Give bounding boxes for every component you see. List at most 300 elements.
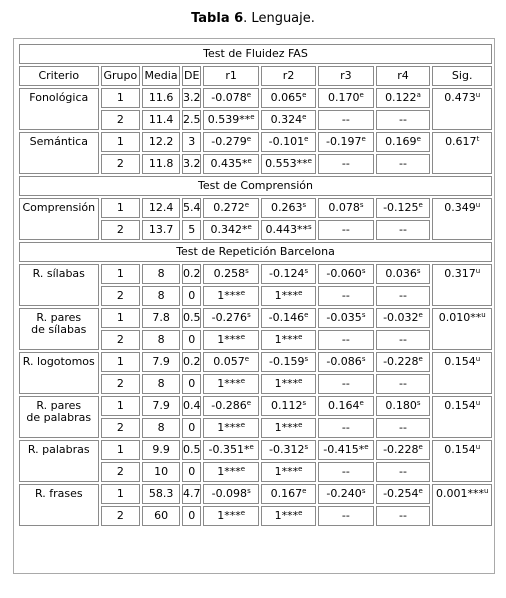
value-cell [142,330,180,350]
value-cell [318,198,373,218]
value-cell [261,352,316,372]
value-cell [376,484,431,504]
cell-value: 1 [116,135,124,148]
value-cell [261,462,316,482]
cell-superscript: e [418,355,423,363]
cell-value: 1*** [217,377,241,390]
cell-superscript: e [418,443,423,451]
cell-superscript: u [475,443,481,451]
cell-value: 1 [116,267,124,280]
cell-value: -0.078 [211,91,247,104]
cell-superscript: s [307,223,312,231]
cell-value: 0.065 [270,91,303,104]
cell-superscript: e [240,289,246,297]
cell-superscript: e [304,311,309,319]
cell-superscript: e [302,91,307,99]
cell-value: 1*** [217,421,241,434]
value-cell [376,132,431,152]
value-cell [182,396,202,416]
cell-superscript: e [246,135,252,143]
caption-text: . Lenguaje. [243,11,315,26]
cell-superscript: u [481,311,486,319]
cell-value: -- [398,465,407,478]
cell-superscript: u [475,91,481,99]
cell-value: -- [341,377,350,390]
cell-value: 0.001*** [435,487,484,500]
cell-value: 0.122 [385,91,417,104]
cell-value: 0.443** [265,223,308,236]
cell-superscript: e [298,465,303,473]
cell-value: 13.7 [148,223,174,236]
value-cell [261,506,316,526]
table-row [19,132,492,152]
cell-superscript: u [475,267,481,275]
value-cell [182,330,202,350]
cell-value: 12.2 [148,135,174,148]
cell-value: 0.5 [182,443,201,456]
value-cell [203,374,258,394]
cell-value: 0.342* [210,223,248,236]
cell-value: -- [398,223,407,236]
cell-value: 1*** [274,333,299,346]
data-table [17,42,494,528]
table-row [19,88,492,108]
value-cell [203,396,258,416]
cell-value: 0.5 [182,311,201,324]
cell-value: 0 [188,465,196,478]
cell-superscript: e [418,311,423,319]
value-cell [101,418,141,438]
value-cell [318,352,373,372]
cell-value: 1 [116,201,124,214]
value-cell [182,462,202,482]
cell-value: 0.078 [328,201,360,214]
value-cell [182,220,202,240]
cell-value: -0.125 [383,201,419,214]
value-cell [318,308,373,328]
cell-value: 8 [157,333,165,346]
cell-superscript: s [247,487,251,495]
cell-superscript: e [359,399,364,407]
cell-superscript: e [249,443,254,451]
value-cell [261,154,316,174]
cell-superscript: e [364,443,369,451]
value-cell [261,440,316,460]
table-row [19,308,492,328]
value-cell [376,220,431,240]
value-cell [182,286,202,306]
cell-superscript: u [483,487,489,495]
cell-value: 8 [157,377,165,390]
table-caption [0,9,506,29]
table-row [19,352,492,372]
cell-value: 60 [154,509,169,522]
cell-value: -0.032 [383,311,419,324]
sig-cell [432,132,492,174]
value-cell [203,110,258,130]
cell-value: 0.349 [444,201,476,214]
section-title: Test de Fluidez FAS [19,44,492,64]
cell-superscript: e [302,113,307,121]
cell-value: -0.098 [211,487,248,500]
cell-value: -0.279 [211,135,247,148]
value-cell [376,88,431,108]
cell-superscript: s [361,267,366,275]
value-cell [261,264,316,284]
cell-superscript: e [244,201,250,209]
value-cell [376,198,431,218]
table-row [19,484,492,504]
table-row [19,198,492,218]
cell-value: 8 [157,267,165,280]
cell-value: 0.057 [213,355,245,368]
cell-superscript: u [475,355,481,363]
criterio-cell: R. sílabas [19,264,99,306]
cell-value: 1 [116,443,124,456]
column-header: Media [142,66,180,86]
cell-superscript: e [240,377,246,385]
cell-value: -- [341,157,350,170]
cell-value: 7.9 [152,355,170,368]
cell-value: 0.010** [438,311,482,324]
cell-value: -- [398,113,407,126]
cell-value: 0.4 [182,399,201,412]
cell-superscript: e [247,223,252,231]
value-cell [318,506,373,526]
cell-superscript: e [418,487,423,495]
cell-value: 11.8 [148,157,174,170]
cell-value: 0.435* [210,157,248,170]
cell-value: 0.258 [213,267,246,280]
value-cell [101,286,141,306]
cell-value: 2 [116,509,124,522]
cell-value: 11.4 [148,113,174,126]
value-cell [182,484,202,504]
cell-superscript: s [302,399,307,407]
cell-superscript: e [298,377,303,385]
cell-value: 1 [116,399,124,412]
sig-cell [432,484,492,526]
column-header: Grupo [101,66,141,86]
value-cell [203,440,258,460]
value-cell [182,88,202,108]
value-cell [101,308,141,328]
value-cell [142,110,180,130]
cell-value: 2 [116,289,124,302]
value-cell [261,396,316,416]
table-row [19,440,492,460]
cell-value: -- [341,509,350,522]
cell-value: -0.228 [383,443,419,456]
value-cell [203,154,258,174]
value-cell [203,308,258,328]
section-title: Test de Repetición Barcelona [19,242,492,262]
value-cell [318,264,373,284]
cell-value: 0.036 [385,267,417,280]
value-cell [203,330,258,350]
cell-superscript: e [246,399,252,407]
criterio-cell: Semántica [19,132,99,174]
cell-value: 2 [116,421,124,434]
cell-value: 1*** [217,509,241,522]
value-cell [376,286,431,306]
value-cell [376,440,431,460]
cell-value: 58.3 [148,487,174,500]
cell-value: -0.197 [326,135,362,148]
cell-value: 2 [116,157,124,170]
value-cell [203,418,258,438]
value-cell [318,110,373,130]
sig-cell [432,396,492,438]
cell-value: -- [341,465,350,478]
cell-value: 0.112 [270,399,303,412]
cell-value: 1 [116,311,124,324]
value-cell [318,418,373,438]
value-cell [142,462,180,482]
value-cell [182,506,202,526]
value-cell [182,374,202,394]
value-cell [203,352,258,372]
value-cell [142,440,180,460]
value-cell [142,154,180,174]
cell-superscript: e [244,355,250,363]
cell-value: -- [398,157,407,170]
section-header-row [19,176,492,196]
cell-value: 0.324 [270,113,303,126]
value-cell [203,484,258,504]
value-cell [142,220,180,240]
sig-cell [432,440,492,482]
value-cell [376,374,431,394]
sig-cell [432,308,492,350]
cell-superscript: s [361,355,366,363]
cell-value: 12.4 [148,201,174,214]
cell-value: -0.035 [326,311,362,324]
cell-value: 7.8 [152,311,170,324]
value-cell [142,374,180,394]
column-header: Sig. [432,66,492,86]
cell-value: -0.159 [269,355,305,368]
value-cell [101,396,141,416]
value-cell [101,264,141,284]
value-cell [261,110,316,130]
value-cell [182,110,202,130]
value-cell [318,132,373,152]
section-header-row [19,242,492,262]
cell-value: -- [341,223,350,236]
cell-superscript: s [245,267,249,275]
cell-value: 9.9 [152,443,170,456]
value-cell [376,506,431,526]
cell-value: -- [398,377,407,390]
cell-value: 0.539** [207,113,251,126]
value-cell [142,418,180,438]
cell-value: -- [398,289,407,302]
cell-superscript: s [304,355,309,363]
section-title: Test de Comprensión [19,176,492,196]
value-cell [203,286,258,306]
criterio-cell: R. logotomos [19,352,99,394]
cell-value: 1*** [274,377,299,390]
column-header: r1 [203,66,258,86]
cell-value: 0 [188,509,196,522]
cell-value: 2.5 [182,113,201,126]
cell-value: -0.101 [268,135,305,148]
value-cell [261,418,316,438]
cell-superscript: e [304,135,309,143]
cell-superscript: s [304,267,309,275]
cell-value: 3 [188,135,196,148]
value-cell [376,154,431,174]
cell-value: 0.617 [445,135,477,148]
value-cell [318,374,373,394]
value-cell [203,462,258,482]
cell-value: 2 [116,377,124,390]
criterio-cell: R. pares de palabras [19,396,99,438]
value-cell [318,396,373,416]
cell-value: -0.240 [326,487,362,500]
value-cell [376,462,431,482]
section-header-row [19,44,492,64]
value-cell [142,308,180,328]
cell-value: 0.180 [385,399,417,412]
value-cell [376,396,431,416]
cell-superscript: s [247,311,251,319]
cell-value: 1*** [274,289,299,302]
cell-value: 3.2 [182,91,201,104]
cell-value: 0.2 [182,267,201,280]
cell-value: 1*** [274,421,299,434]
cell-value: 0.169 [385,135,417,148]
value-cell [261,286,316,306]
cell-value: -0.351* [208,443,250,456]
value-cell [261,132,316,152]
cell-value: 0.154 [444,443,476,456]
value-cell [101,330,141,350]
cell-value: 0 [188,333,196,346]
value-cell [101,220,141,240]
cell-value: -- [341,113,350,126]
value-cell [261,198,316,218]
cell-superscript: t [476,135,480,143]
cell-value: 1 [116,91,124,104]
cell-value: 2 [116,223,124,236]
cell-value: 0.263 [270,201,303,214]
cell-superscript: u [475,399,481,407]
cell-value: 0.272 [213,201,245,214]
value-cell [318,154,373,174]
cell-superscript: a [416,91,421,99]
cell-value: -- [398,421,407,434]
value-cell [101,132,141,152]
cell-value: 7.9 [152,399,170,412]
cell-value: -- [341,289,350,302]
value-cell [261,220,316,240]
cell-superscript: e [247,157,252,165]
value-cell [318,220,373,240]
value-cell [318,440,373,460]
value-cell [203,506,258,526]
cell-superscript: e [302,487,307,495]
cell-value: 1 [116,487,124,500]
cell-value: 0.2 [182,355,201,368]
cell-value: -0.086 [326,355,362,368]
cell-value: 5.4 [182,201,201,214]
value-cell [142,198,180,218]
cell-superscript: s [359,201,364,209]
value-cell [142,286,180,306]
cell-value: 0 [188,421,196,434]
value-cell [101,506,141,526]
cell-superscript: s [361,487,366,495]
value-cell [101,484,141,504]
criterio-cell: R. frases [19,484,99,526]
cell-value: -0.415* [323,443,365,456]
value-cell [101,110,141,130]
table-row [19,396,492,416]
cell-value: 5 [188,223,196,236]
cell-superscript: e [361,135,366,143]
cell-value: 0.473 [444,91,476,104]
value-cell [318,286,373,306]
cell-value: 4.7 [182,487,201,500]
value-cell [376,308,431,328]
sig-cell [432,352,492,394]
value-cell [376,352,431,372]
value-cell [101,374,141,394]
cell-value: -0.228 [383,355,419,368]
column-header: DE [182,66,202,86]
cell-value: 0.170 [328,91,360,104]
cell-value: -0.254 [383,487,419,500]
value-cell [101,88,141,108]
cell-superscript: s [302,201,307,209]
cell-value: 8 [157,421,165,434]
value-cell [261,88,316,108]
cell-value: 0.154 [444,399,476,412]
value-cell [318,330,373,350]
column-header: r3 [318,66,373,86]
cell-value: 0.553** [265,157,308,170]
cell-superscript: e [250,113,255,121]
cell-value: 1*** [217,333,241,346]
cell-value: 3.2 [182,157,201,170]
value-cell [182,308,202,328]
cell-value: -0.286 [211,399,247,412]
value-cell [142,506,180,526]
cell-value: -0.146 [268,311,305,324]
sig-cell [432,198,492,240]
value-cell [142,88,180,108]
value-cell [101,154,141,174]
criterio-cell: Comprensión [19,198,99,240]
cell-value: 1 [116,355,124,368]
value-cell [203,220,258,240]
value-cell [101,198,141,218]
value-cell [182,352,202,372]
cell-superscript: e [418,201,423,209]
cell-value: 8 [157,289,165,302]
value-cell [261,330,316,350]
cell-value: 2 [116,113,124,126]
column-header-row [19,66,492,86]
value-cell [182,440,202,460]
table-row [19,264,492,284]
cell-superscript: e [359,91,364,99]
sig-cell [432,88,492,130]
value-cell [203,198,258,218]
cell-superscript: s [361,311,366,319]
